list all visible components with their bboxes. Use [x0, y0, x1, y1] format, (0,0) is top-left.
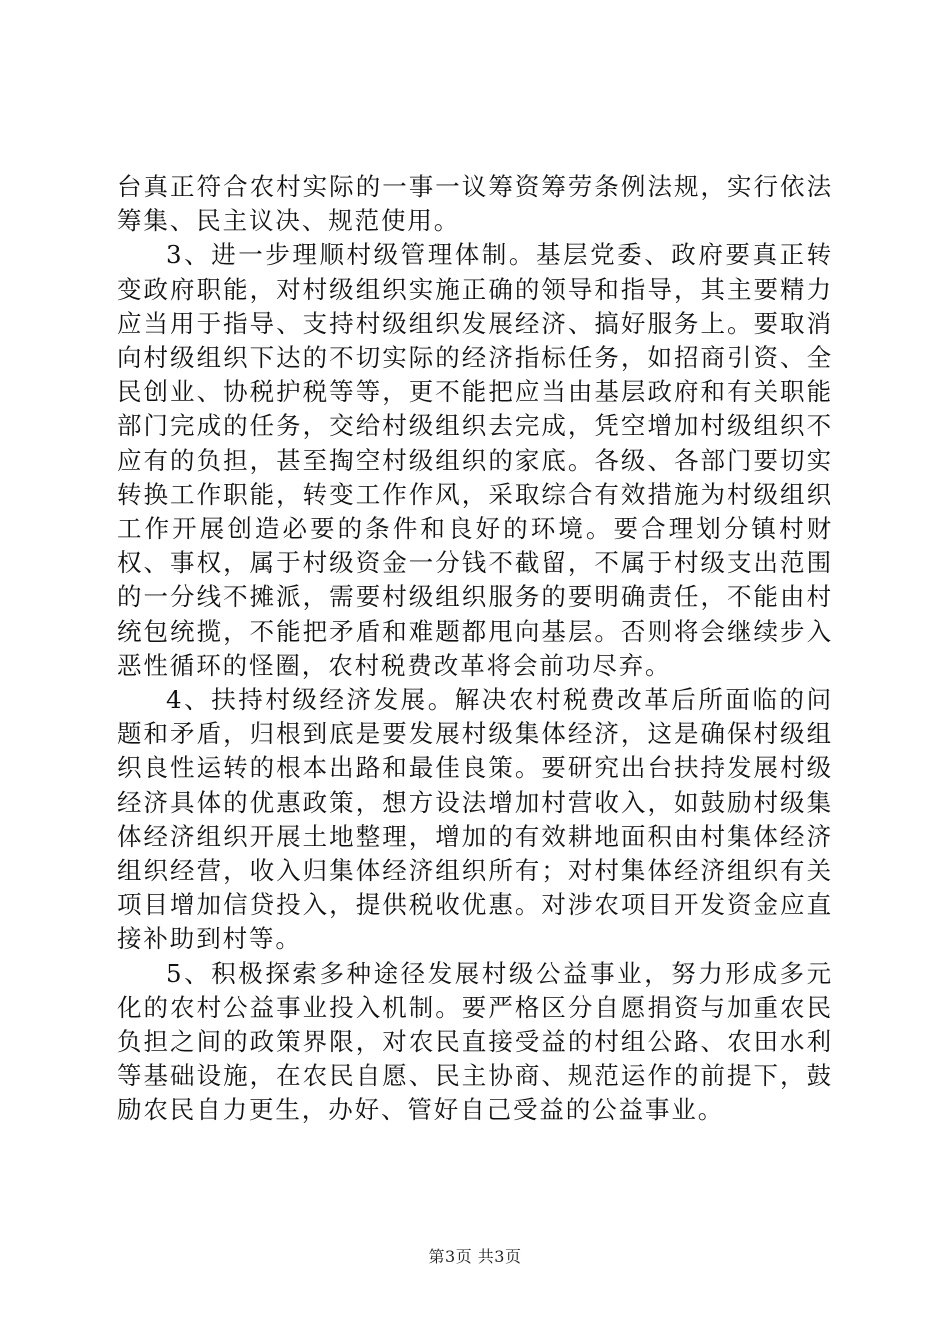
paragraph-item-5: 5、积极探索多种途径发展村级公益事业，努力形成多元化的农村公益事业投入机制。要严格区分自愿捐资与加重农民负担之间的政策界限，对农民直接受益的村组公路、农田水利等基础设施，在农民自愿、民主协商、规范运作的前提下，鼓励农民自力更生，办好、管好自己受益的公益事业。 [117, 958, 833, 1125]
page-number-footer: 第3页 共3页 [428, 1247, 522, 1266]
document-body [117, 170, 833, 1128]
paragraph-item-3: 3、进一步理顺村级管理体制。基层党委、政府要真正转变政府职能，对村级组织实施正确的领导和指导，其主要精力应当用于指导、支持村级组织发展经济、搞好服务上。要取消向村级组织下达的不切实际的经济指标任务，如招商引资、全民创业、协税护税等等，更不能把应当由基层政府和有关职能部门完成的任务，交给村级组织去完成，凭空增加村级组织不应有的负担，甚至掏空村级组织的家底。各级、各部门要切实转换工作职能，转变工作作风，采取综合有效措施为村级组织工作开展创造必要的条件和良好的环境。要合理划分镇村财权、事权，属于村级资金一分钱不截留，不属于村级支出范围的一分线不摊派，需要村级组织服务的要明确责任，不能由村统包统揽，不能把矛盾和难题都甩向基层。否则将会继续步入恶性循环的怪圈，农村税费改革将会前功尽弃。 [117, 240, 833, 680]
paragraph-continuation: 台真正符合农村实际的一事一议筹资筹劳条例法规，实行依法筹集、民主议决、规范使用。 [117, 172, 833, 236]
paragraph-item-4: 4、扶持村级经济发展。解决农村税费改革后所面临的问题和矛盾，归根到底是要发展村级集体经济，这是确保村级组织良性运转的根本出路和最佳良策。要研究出台扶持发展村级经济具体的优惠政策，想方设法增加村营收入，如鼓励村级集体经济组织开展土地整理，增加的有效耕地面积由村集体经济组织经营，收入归集体经济组织所有；对村集体经济组织有关项目增加信贷投入，提供税收优惠。对涉农项目开发资金应直接补助到村等。 [117, 685, 833, 954]
